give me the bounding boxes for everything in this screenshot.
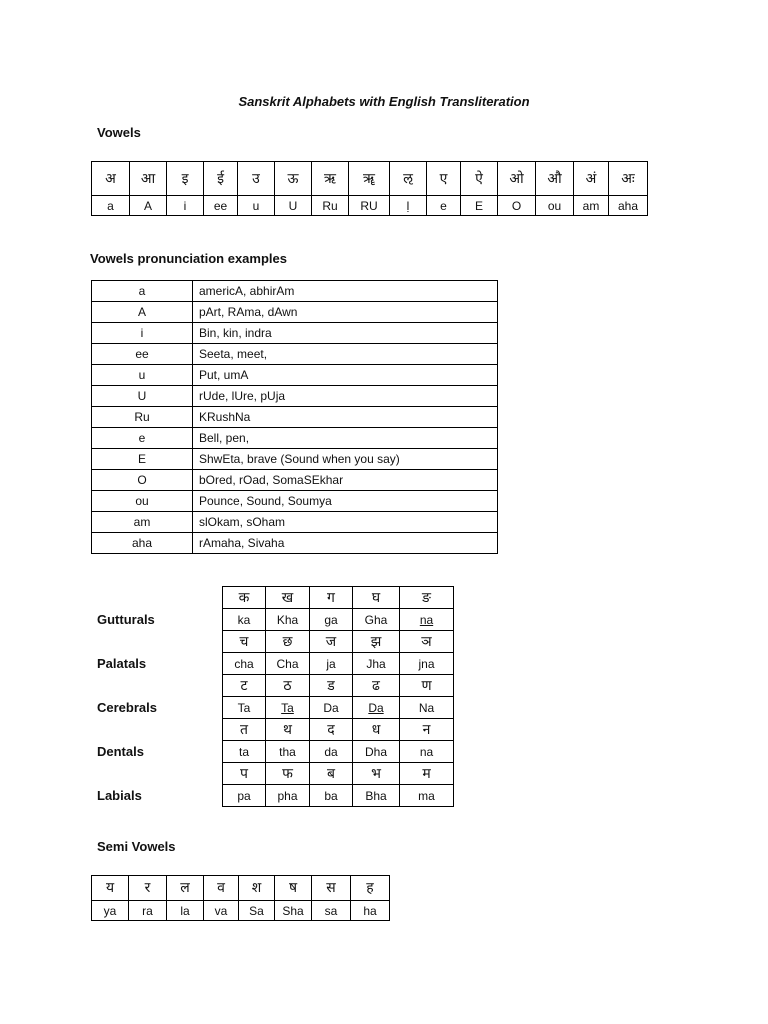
sound-cell: E (92, 449, 193, 470)
example-cell: Put, umA (193, 365, 498, 386)
consonant-transliteration-cell: Ta (223, 697, 266, 719)
vowel-letter-cell: ऋ (312, 162, 349, 196)
consonant-letter-cell: ख (266, 587, 310, 609)
consonant-transliteration-cell: ka (223, 609, 266, 631)
consonant-letter-cell: म (400, 763, 454, 785)
consonant-letter-cell: फ (266, 763, 310, 785)
consonant-transliteration-cell: Gha (353, 609, 400, 631)
consonant-letter-cell: छ (266, 631, 310, 653)
vowels-transliteration-row (92, 196, 648, 216)
consonant-letter-cell: घ (353, 587, 400, 609)
vowels-table (91, 161, 648, 216)
consonant-letter-cell: न (400, 719, 454, 741)
semi-vowel-transliteration-cell: va (204, 901, 239, 921)
table-row (92, 344, 498, 365)
consonant-letter-cell: ञ (400, 631, 454, 653)
consonant-devanagari-row (223, 675, 454, 697)
consonant-transliteration-cell: jna (400, 653, 454, 675)
consonant-transliteration-cell: Ta (266, 697, 310, 719)
table-row (92, 386, 498, 407)
semi-vowels-heading: Semi Vowels (97, 839, 176, 854)
example-cell: slOkam, sOham (193, 512, 498, 533)
vowel-transliteration-cell: ḷ (390, 196, 427, 216)
semi-vowel-transliteration-cell: la (167, 901, 204, 921)
sound-cell: am (92, 512, 193, 533)
vowel-transliteration-cell: Ru (312, 196, 349, 216)
semi-vowels-table (91, 875, 390, 921)
consonant-transliteration-cell: ba (310, 785, 353, 807)
consonant-letter-cell: द (310, 719, 353, 741)
semi-vowel-letter-cell: ल (167, 876, 204, 901)
vowel-transliteration-cell: aha (609, 196, 648, 216)
consonant-devanagari-row (223, 763, 454, 785)
consonant-transliteration-cell: Bha (353, 785, 400, 807)
table-row (92, 428, 498, 449)
semi-vowel-letter-cell: व (204, 876, 239, 901)
vowel-transliteration-cell: am (574, 196, 609, 216)
sound-cell: a (92, 281, 193, 302)
vowel-transliteration-cell: RU (349, 196, 390, 216)
consonant-letter-cell: ढ (353, 675, 400, 697)
consonant-transliteration-cell: Cha (266, 653, 310, 675)
table-row (92, 281, 498, 302)
sound-cell: i (92, 323, 193, 344)
example-cell: Pounce, Sound, Soumya (193, 491, 498, 512)
consonant-group-label: Cerebrals (97, 700, 157, 715)
vowel-letter-cell: ऐ (461, 162, 498, 196)
consonant-letter-cell: ण (400, 675, 454, 697)
semi-vowel-transliteration-cell: ha (351, 901, 390, 921)
consonants-table (222, 586, 454, 807)
consonant-group-label: Palatals (97, 656, 147, 671)
example-cell: bOred, rOad, SomaSEkhar (193, 470, 498, 491)
semi-vowel-letter-cell: स (312, 876, 351, 901)
consonant-group-label: Gutturals (97, 612, 155, 627)
sound-cell: U (92, 386, 193, 407)
consonant-letter-cell: च (223, 631, 266, 653)
example-cell: Bin, kin, indra (193, 323, 498, 344)
vowels-heading: Vowels (97, 125, 141, 140)
vowel-letter-cell: इ (167, 162, 204, 196)
consonant-letter-cell: ट (223, 675, 266, 697)
consonant-letter-cell: थ (266, 719, 310, 741)
example-cell: KRushNa (193, 407, 498, 428)
vowel-letter-cell: ऊ (275, 162, 312, 196)
table-row (92, 302, 498, 323)
consonant-letter-cell: ग (310, 587, 353, 609)
vowel-transliteration-cell: ou (536, 196, 574, 216)
consonant-transliteration-row (223, 697, 454, 719)
vowel-letter-cell: ऌ (390, 162, 427, 196)
consonant-letter-cell: ठ (266, 675, 310, 697)
consonant-transliteration-cell: Kha (266, 609, 310, 631)
consonant-transliteration-cell: pa (223, 785, 266, 807)
vowel-transliteration-cell: u (238, 196, 275, 216)
table-row (92, 449, 498, 470)
vowel-transliteration-cell: ee (204, 196, 238, 216)
consonant-letter-cell: त (223, 719, 266, 741)
vowel-letter-cell: अ (92, 162, 130, 196)
vowel-letter-cell: ओ (498, 162, 536, 196)
consonant-transliteration-cell: ga (310, 609, 353, 631)
vowel-letter-cell: अः (609, 162, 648, 196)
sound-cell: ee (92, 344, 193, 365)
example-cell: rAmaha, Sivaha (193, 533, 498, 554)
consonant-letter-cell: ड (310, 675, 353, 697)
vowel-transliteration-cell: i (167, 196, 204, 216)
consonant-transliteration-cell: Jha (353, 653, 400, 675)
vowel-letter-cell: उ (238, 162, 275, 196)
table-row (92, 533, 498, 554)
semi-vowel-letter-cell: श (239, 876, 275, 901)
pronunciation-examples-table (91, 280, 498, 554)
consonant-letter-cell: ङ (400, 587, 454, 609)
consonant-devanagari-row (223, 719, 454, 741)
page-title: Sanskrit Alphabets with English Transliteration (238, 94, 530, 109)
table-row (92, 365, 498, 386)
example-cell: pArt, RAma, dAwn (193, 302, 498, 323)
vowel-transliteration-cell: E (461, 196, 498, 216)
consonant-transliteration-cell: ma (400, 785, 454, 807)
consonant-letter-cell: ब (310, 763, 353, 785)
table-row (92, 323, 498, 344)
consonant-transliteration-cell: na (400, 609, 454, 631)
sound-cell: u (92, 365, 193, 386)
sound-cell: e (92, 428, 193, 449)
vowel-letter-cell: आ (130, 162, 167, 196)
example-cell: Bell, pen, (193, 428, 498, 449)
vowel-transliteration-cell: U (275, 196, 312, 216)
consonant-letter-cell: ज (310, 631, 353, 653)
example-cell: rUde, lUre, pUja (193, 386, 498, 407)
vowel-letter-cell: अं (574, 162, 609, 196)
semi-vowel-transliteration-cell: Sha (275, 901, 312, 921)
vowel-letter-cell: ई (204, 162, 238, 196)
consonant-letter-cell: ध (353, 719, 400, 741)
consonant-transliteration-cell: tha (266, 741, 310, 763)
semi-vowel-transliteration-cell: Sa (239, 901, 275, 921)
consonant-group-label: Labials (97, 788, 142, 803)
vowel-transliteration-cell: e (427, 196, 461, 216)
consonant-transliteration-row (223, 609, 454, 631)
vowel-transliteration-cell: O (498, 196, 536, 216)
consonant-transliteration-cell: Da (310, 697, 353, 719)
vowel-transliteration-cell: a (92, 196, 130, 216)
vowel-transliteration-cell: A (130, 196, 167, 216)
consonant-transliteration-cell: da (310, 741, 353, 763)
consonant-transliteration-cell: Da (353, 697, 400, 719)
examples-heading: Vowels pronunciation examples (90, 251, 287, 266)
consonant-letter-cell: क (223, 587, 266, 609)
vowel-letter-cell: औ (536, 162, 574, 196)
consonant-letter-cell: झ (353, 631, 400, 653)
consonant-transliteration-row (223, 653, 454, 675)
consonant-transliteration-row (223, 785, 454, 807)
consonant-transliteration-cell: na (400, 741, 454, 763)
consonant-transliteration-cell: pha (266, 785, 310, 807)
consonant-devanagari-row (223, 587, 454, 609)
example-cell: americA, abhirAm (193, 281, 498, 302)
consonant-letter-cell: भ (353, 763, 400, 785)
consonant-group-label: Dentals (97, 744, 144, 759)
vowels-devanagari-row (92, 162, 648, 196)
sound-cell: A (92, 302, 193, 323)
semi-vowels-devanagari-row (92, 876, 390, 901)
consonant-letter-cell: प (223, 763, 266, 785)
semi-vowel-letter-cell: य (92, 876, 129, 901)
consonant-transliteration-row (223, 741, 454, 763)
consonant-transliteration-cell: ta (223, 741, 266, 763)
consonant-transliteration-cell: Na (400, 697, 454, 719)
sound-cell: O (92, 470, 193, 491)
table-row (92, 470, 498, 491)
example-cell: ShwEta, brave (Sound when you say) (193, 449, 498, 470)
sound-cell: Ru (92, 407, 193, 428)
consonant-transliteration-cell: ja (310, 653, 353, 675)
vowel-letter-cell: ए (427, 162, 461, 196)
table-row (92, 491, 498, 512)
vowel-letter-cell: ॠ (349, 162, 390, 196)
semi-vowel-transliteration-cell: ya (92, 901, 129, 921)
semi-vowels-transliteration-row (92, 901, 390, 921)
consonant-transliteration-cell: cha (223, 653, 266, 675)
consonant-transliteration-cell: Dha (353, 741, 400, 763)
consonant-devanagari-row (223, 631, 454, 653)
semi-vowel-transliteration-cell: ra (129, 901, 167, 921)
table-row (92, 407, 498, 428)
example-cell: Seeta, meet, (193, 344, 498, 365)
semi-vowel-letter-cell: र (129, 876, 167, 901)
semi-vowel-transliteration-cell: sa (312, 901, 351, 921)
table-row (92, 512, 498, 533)
semi-vowel-letter-cell: ह (351, 876, 390, 901)
semi-vowel-letter-cell: ष (275, 876, 312, 901)
sound-cell: ou (92, 491, 193, 512)
sound-cell: aha (92, 533, 193, 554)
